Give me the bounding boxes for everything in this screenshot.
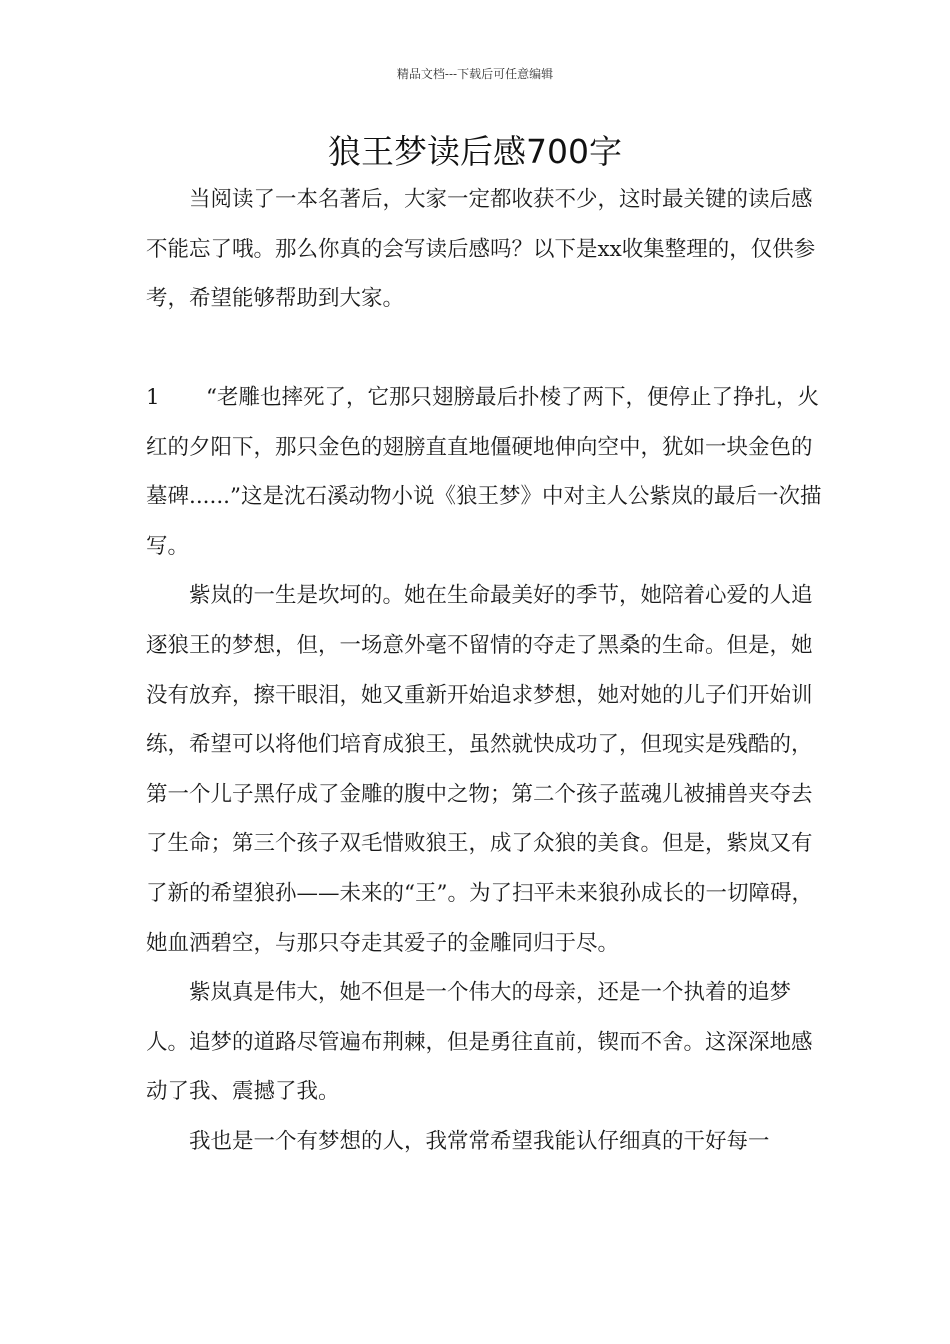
article-paragraph-2: 紫岚的一生是坎坷的。她在生命最美好的季节，她陪着心爱的人追逐狼王的梦想，但，一场意外毫不留情的夺走了黑桑的生命。但是，她没有放弃，擦干眼泪，她又重新开始追求梦想，她对她的儿子们开始训练，希望可以将他们培育成狼王，虽然就快成功了，但现实是残酷的，第一个儿子黑仔成了金雕的腹中之物；第二个孩子蓝魂儿被捕兽夹夺去了生命；第三个孩子双毛惜败狼王，成了众狼的美食。但是，紫岚又有了新的希望狼孙——未来的“王”。为了扫平未来狼孙成长的一切障碍，她血洒碧空，与那只夺走其爱子的金雕同归于尽。 bbox=[146, 583, 813, 956]
article-body bbox=[146, 373, 822, 1167]
intro-section bbox=[146, 175, 822, 324]
section-number: 1 bbox=[146, 385, 160, 410]
article-paragraph-1 bbox=[146, 373, 822, 571]
article-paragraph-3: 紫岚真是伟大，她不但是一个伟大的母亲，还是一个执着的追梦人。追梦的道路尽管遍布荆棘，但是勇往直前，锲而不舍。这深深地感动了我、震撼了我。 bbox=[146, 980, 813, 1105]
document-title: 狼王梦读后感700字 bbox=[328, 132, 622, 171]
page-header: 精品文档---下载后可任意编辑 bbox=[396, 67, 554, 81]
article-paragraph-4: 我也是一个有梦想的人，我常常希望我能认仔细真的干好每一 bbox=[189, 1128, 770, 1154]
intro-paragraph: 当阅读了一本名著后，大家一定都收获不少，这时最关键的读后感不能忘了哦。那么你真的会写读后感吗？以下是xx收集整理的，仅供参考，希望能够帮助到大家。 bbox=[146, 187, 816, 312]
paragraph-text: “老雕也摔死了，它那只翅膀最后扑棱了两下，便停止了挣扎，火红的夕阳下，那只金色的翅膀直直地僵硬地伸向空中，犹如一块金色的墓碑......”这是沈石溪动物小说《狼王梦》中对主人公紫岚的最后一次描写。 bbox=[146, 385, 822, 559]
